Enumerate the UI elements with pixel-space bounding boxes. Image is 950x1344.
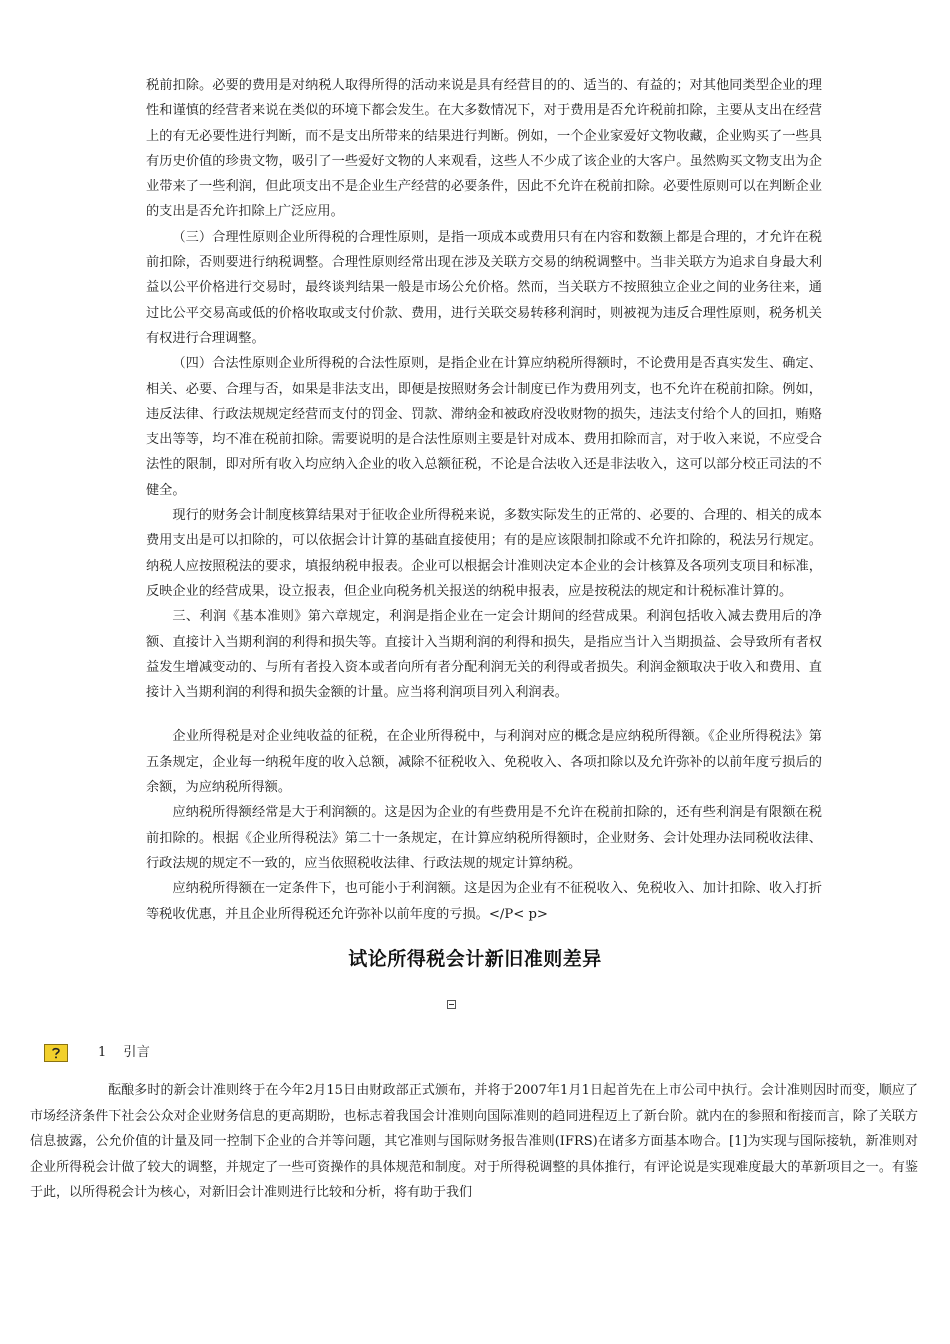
help-icon bbox=[44, 1044, 68, 1062]
paragraph-necessity: 税前扣除。必要的费用是对纳税人取得所得的活动来说是具有经营目的的、适当的、有益的；对其他同类型企业的理性和谨慎的经营者来说在类似的环境下都会发生。在大多数情况下，对于费用是否允许税前扣除，主要从支出在经营上的有无必要性进行判断，而不是支出所带来的结果进行判断。例如，一个企业家爱好文物收藏，企业购买了一些具有历史价值的珍贵文物，吸引了一些爱好文物的人来观看，这些人不少成了该企业的大客户。虽然购买文物支出为企业带来了一些利润，但此项支出不是企业生产经营的必要条件，因此不允许在税前扣除。必要性原则可以在判断企业的支出是否允许扣除上广泛应用。 bbox=[146, 78, 822, 220]
section-heading bbox=[98, 1041, 150, 1060]
article2-body bbox=[30, 1078, 918, 1206]
paragraph-accounting-system: 现行的财务会计制度核算结果对于征收企业所得税来说，多数实际发生的正常的、必要的、合理的、相关的成本费用支出是可以扣除的，可以依据会计计算的基础直接使用；有的是应该限制扣除或不允许扣除的，税法另行规定。纳税人应按照税法的要求，填报纳税申报表。企业可以根据会计准则决定本企业的会计核算及各项列支项目和标准，反映企业的经营成果，设立报表，但企业向税务机关报送的纳税申报表，应是按税法的规定和计税标准计算的。 bbox=[146, 508, 822, 599]
spacer bbox=[146, 705, 822, 724]
paragraph-less-than-profit: 应纳税所得额在一定条件下，也可能小于利润额。这是因为企业有不征税收入、免税收入、加计扣除、收入打折等税收优惠，并且企业所得税还允许弥补以前年度的亏损。</P< p> bbox=[146, 881, 822, 922]
article-title: 试论所得税会计新旧准则差异 bbox=[348, 948, 602, 970]
article1-body bbox=[146, 73, 822, 927]
paragraph-greater-than-profit: 应纳税所得额经常是大于利润额的。这是因为企业的有些费用是不允许在税前扣除的，还有些利润是有限额在税前扣除的。根据《企业所得税法》第二十一条规定，在计算应纳税所得额时，企业财务、会计处理办法同税收法律、行政法规的规定不一致的，应当依照税收法律、行政法规的规定计算纳税。 bbox=[146, 805, 822, 871]
section-number: 1 bbox=[98, 1045, 107, 1060]
paragraph-legality: （四）合法性原则企业所得税的合法性原则，是指企业在计算应纳税所得额时，不论费用是否真实发生、确定、相关、必要、合理与否，如果是非法支出，即便是按照财务会计制度已作为费用列支，也不允许在税前扣除。例如，违反法律、行政法规规定经营而支付的罚金、罚款、滞纳金和被政府没收财物的损失，违法支付给个人的回扣，贿赂支出等等，均不准在税前扣除。需要说明的是合法性原则主要是针对成本、费用扣除而言，对于收入来说，不应受合法性的限制，即对所有收入均应纳入企业的收入总额征税，不论是合法收入还是非法收入，这可以部分校正司法的不健全。 bbox=[146, 356, 822, 498]
collapse-icon[interactable] bbox=[447, 1000, 456, 1009]
section-title: 引言 bbox=[123, 1045, 151, 1060]
paragraph-reasonableness: （三）合理性原则企业所得税的合理性原则，是指一项成本或费用只有在内容和数额上都是合理的，才允许在税前扣除，否则要进行纳税调整。合理性原则经常出现在涉及关联方交易的纳税调整中。当非关联方为追求自身最大利益以公平价格进行交易时，最终谈判结果一般是市场公允价格。然而，当关联方不按照独立企业之间的业务往来，通过比公平交易高或低的价格收取或支付价款、费用，进行关联交易转移利润时，则被视为违反合理性原则，税务机关有权进行合理调整。 bbox=[146, 229, 822, 346]
paragraph-profit: 三、利润《基本准则》第六章规定，利润是指企业在一定会计期间的经营成果。利润包括收入减去费用后的净额、直接计入当期利润的利得和损失等。直接计入当期利润的利得和损失，是指应当计入当期损益、会导致所有者权益发生增减变动的、与所有者投入资本或者向所有者分配利润无关的利得或者损失。利润金额取决于收入和费用、直接计入当期利润的利得和损失金额的计量。应当将利润项目列入利润表。 bbox=[146, 609, 822, 701]
paragraph-introduction: 酝酿多时的新会计准则终于在今年2月15日由财政部正式颁布，并将于2007年1月1日起首先在上市公司中执行。会计准则因时而变，顺应了市场经济条件下社会公众对企业财务信息的更高期盼，也标志着我国会计准则向国际准则的趋同进程迈上了新台阶。就内在的参照和衔接而言，除了关联方信息披露，公允价值的计量及同一控制下企业的合并等问题，其它准则与国际财务报告准则(IFRS)在诸多方面基本吻合。[1]为实现与国际接轨，新准则对企业所得税会计做了较大的调整，并规定了一些可资操作的具体规范和制度。对于所得税调整的具体推行，有评论说是实现难度最大的革新项目之一。有鉴于此，以所得税会计为核心，对新旧会计准则进行比较和分析，将有助于我们 bbox=[30, 1083, 918, 1200]
paragraph-taxable-income: 企业所得税是对企业纯收益的征税，在企业所得税中，与利润对应的概念是应纳税所得额。《企业所得税法》第五条规定，企业每一纳税年度的收入总额，减除不征税收入、免税收入、各项扣除以及允许弥补的以前年度亏损后的余额，为应纳税所得额。 bbox=[146, 729, 822, 796]
